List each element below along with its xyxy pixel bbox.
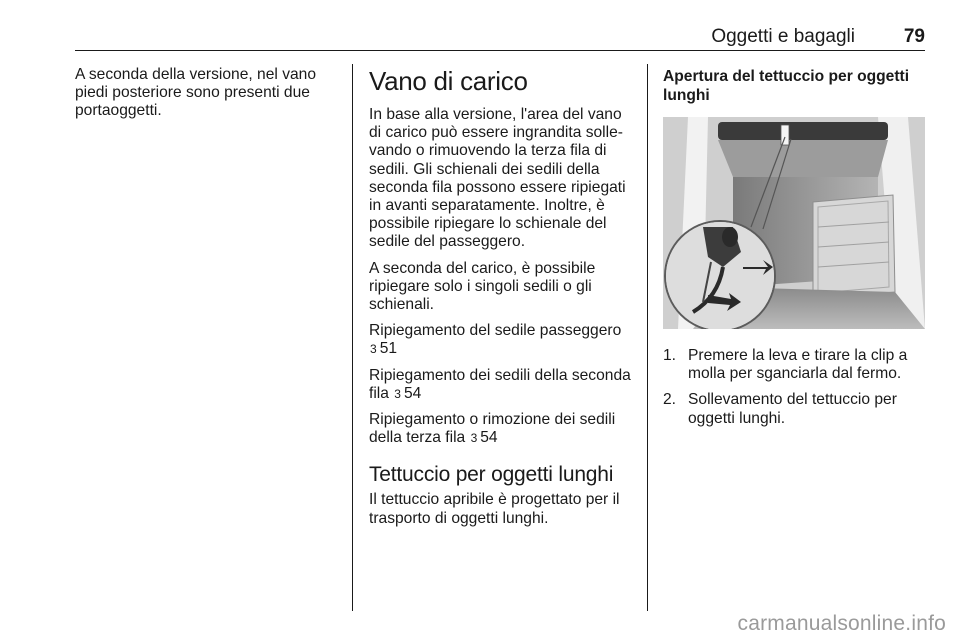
- cargo-area-paragraph: In base alla versione, l'area del vano di carico può essere ingrandita sollevando o rimuovendo la terza fila di sedili. Gli schienali dei sedili della seconda fila possono essere ripiegati in avanti separatamente. Inoltre, è possibile ripiegare lo schienale del sedile del passeggero.: [369, 106, 626, 251]
- column-left: [75, 66, 337, 121]
- list-item: [663, 391, 925, 427]
- cross-reference[interactable]: [369, 367, 635, 403]
- cross-reference[interactable]: [369, 411, 635, 447]
- cross-reference[interactable]: [369, 322, 635, 358]
- step-number: 1.: [663, 347, 677, 364]
- step-text: Sollevamento del tettuccio per oggetti lunghi.: [688, 391, 897, 427]
- page-header: [75, 24, 925, 51]
- column-middle: [369, 66, 635, 528]
- cargo-roof-hatch-photo: [663, 117, 925, 329]
- roof-hatch-opening-heading: Apertura del tettuccio per oggetti lunghi: [663, 68, 910, 104]
- load-paragraph: A seconda del carico, è possibile ripiegare solo i singoli sedili o gli schienali.: [369, 259, 596, 314]
- page-reference-arrow-icon: 3: [370, 342, 377, 357]
- storage-paragraph: A seconda della versione, nel vano piedi posteriore sono presenti due portaoggetti.: [75, 66, 317, 120]
- section-title: Oggetti e bagagli: [711, 26, 855, 47]
- roof-hatch-heading: Tettuccio per oggetti lunghi: [369, 463, 614, 487]
- instruction-steps: [663, 347, 925, 428]
- cargo-area-heading: Vano di carico: [369, 66, 528, 96]
- page-reference-arrow-icon: 3: [470, 431, 478, 446]
- cross-reference-text: Ripiegamento del sedile passeggero: [369, 322, 622, 340]
- cross-reference-page: 54: [480, 429, 498, 447]
- cross-reference-text: Ripiegamento o rimozione dei sedili della terza fila: [369, 411, 616, 447]
- column-divider-right: [647, 64, 648, 611]
- cross-reference-text: Ripiegamento dei sedili della seconda fila: [369, 366, 631, 402]
- column-divider-left: [352, 64, 353, 611]
- page-number: 79: [903, 26, 925, 47]
- list-item: [663, 347, 925, 383]
- step-text: Premere la leva e tirare la clip a molla per sganciarla dal fermo.: [688, 347, 908, 383]
- column-right: [663, 68, 925, 436]
- watermark: carmanualsonline.info: [737, 612, 946, 635]
- page-reference-arrow-icon: 3: [394, 386, 401, 401]
- cross-reference-page: 54: [403, 384, 422, 402]
- roof-hatch-paragraph: Il tettuccio apribile è progettato per il trasporto di oggetti lunghi.: [369, 491, 620, 527]
- step-number: 2.: [663, 391, 677, 409]
- cross-reference-page: 51: [379, 340, 398, 358]
